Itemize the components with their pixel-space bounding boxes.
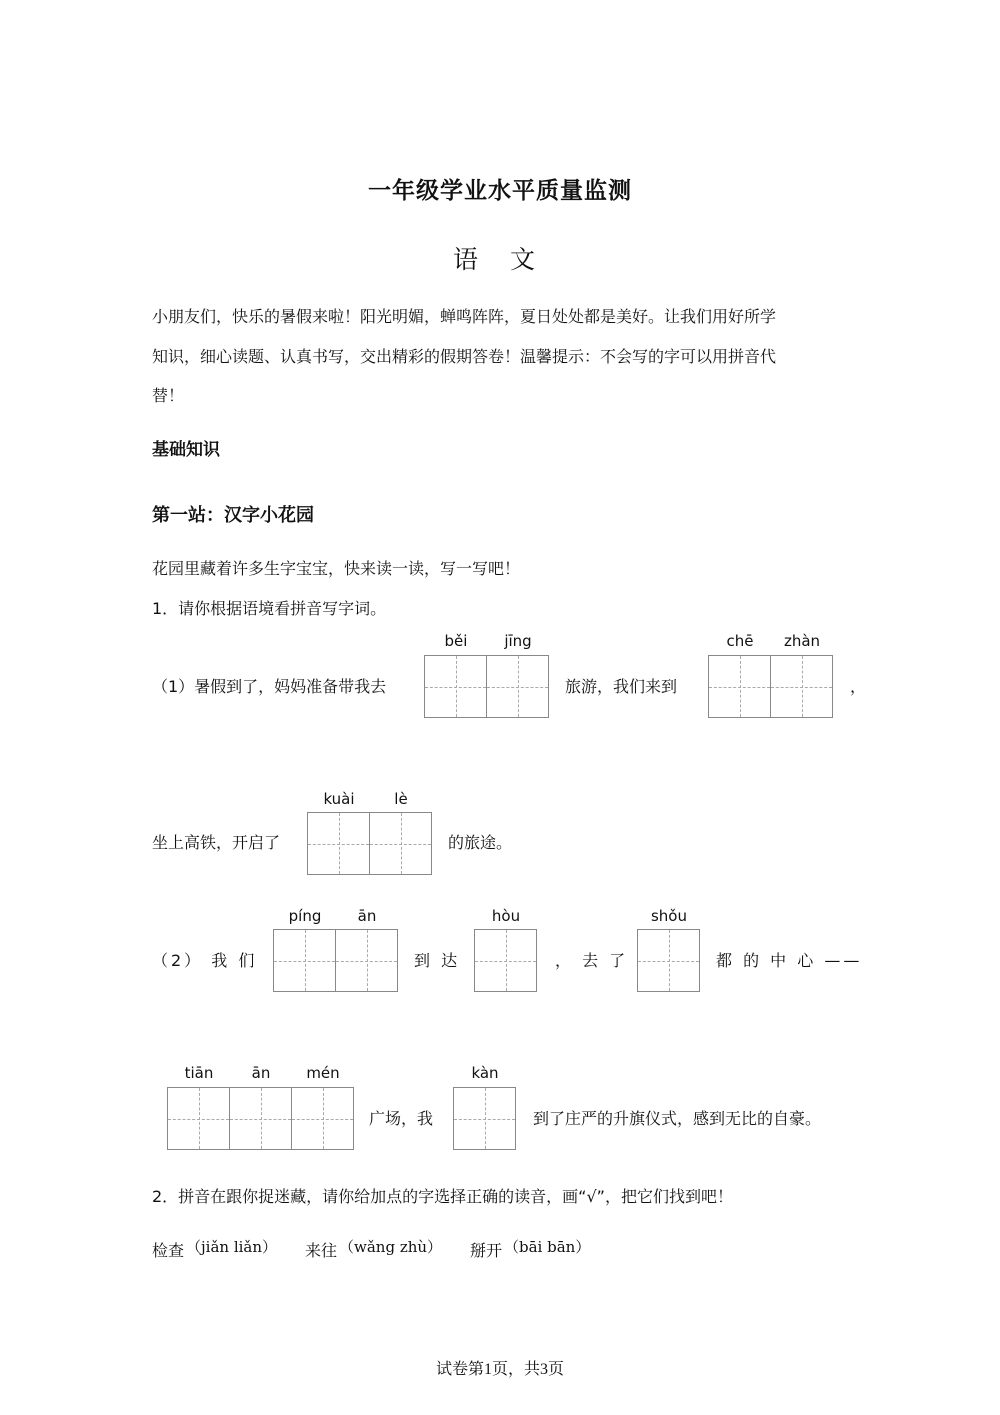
pinyin-an-2: ān	[251, 1064, 271, 1082]
pinyin-kan: kàn	[471, 1064, 499, 1082]
answer-grid-chezhan[interactable]	[708, 655, 833, 718]
q1-part1-mid: 旅游，我们来到	[565, 677, 678, 696]
q1-part1-end: ，	[850, 677, 867, 696]
writing-cell[interactable]	[487, 655, 549, 718]
q2-item-3-word: 掰开	[470, 1241, 503, 1260]
q1-part2-lead: （2） 我 们	[152, 951, 258, 970]
pinyin-hou: hòu	[491, 907, 521, 925]
q1-part2-mid1: 到 达	[414, 951, 461, 970]
writing-cell[interactable]	[230, 1087, 292, 1150]
writing-cell[interactable]	[638, 929, 700, 992]
pinyin-bei: běi	[444, 632, 468, 650]
q2-item-1-word: 检查	[152, 1241, 185, 1260]
writing-cell[interactable]	[709, 655, 771, 718]
answer-grid-shou[interactable]	[637, 929, 700, 992]
pinyin-an: ān	[357, 907, 377, 925]
q1-part2-end: 都 的 中 心 ——	[716, 951, 863, 970]
intro-line-3: 替！	[152, 386, 185, 405]
answer-grid-hou[interactable]	[474, 929, 537, 992]
writing-cell[interactable]	[168, 1087, 230, 1150]
writing-cell[interactable]	[771, 655, 833, 718]
q1-part2-line2-mid: 广场，我	[369, 1109, 434, 1128]
pinyin-tian: tiān	[184, 1064, 214, 1082]
writing-cell[interactable]	[425, 655, 487, 718]
intro-line-2: 知识，细心读题、认真书写，交出精彩的假期答卷！温馨提示：不会写的字可以用拼音代	[152, 347, 777, 366]
pinyin-le: lè	[394, 790, 408, 808]
answer-grid-tiananmen[interactable]	[167, 1087, 354, 1150]
pinyin-che: chē	[726, 632, 754, 650]
answer-grid-kan[interactable]	[453, 1087, 516, 1150]
question-2-prompt: 2．拼音在跟你捉迷藏，请你给加点的字选择正确的读音，画“√”，把它们找到吧！	[152, 1187, 733, 1206]
question-1-prompt: 1．请你根据语境看拼音写字词。	[152, 599, 387, 618]
pinyin-men: mén	[306, 1064, 340, 1082]
q1-part1-line2-lead: 坐上高铁，开启了	[152, 833, 281, 852]
pinyin-shou: shǒu	[650, 907, 687, 925]
pinyin-jing: jīng	[504, 632, 532, 650]
pinyin-zhan: zhàn	[783, 632, 821, 650]
pinyin-ping: píng	[288, 907, 322, 925]
page-title: 一年级学业水平质量监测	[368, 178, 632, 204]
intro-line-1: 小朋友们，快乐的暑假来啦！阳光明媚，蝉鸣阵阵，夏日处处都是美好。让我们用好所学	[152, 307, 777, 326]
subject-title: 语 文	[453, 245, 547, 274]
q2-item-1-options[interactable]: （jiǎn liǎn）	[186, 1238, 278, 1256]
writing-cell[interactable]	[370, 812, 432, 875]
writing-cell[interactable]	[475, 929, 537, 992]
writing-cell[interactable]	[336, 929, 398, 992]
writing-cell[interactable]	[292, 1087, 354, 1150]
writing-cell[interactable]	[454, 1087, 516, 1150]
q1-part1-lead: （1）暑假到了，妈妈准备带我去	[152, 677, 387, 696]
page-footer: 试卷第1页，共3页	[435, 1361, 564, 1378]
answer-grid-beijing[interactable]	[424, 655, 549, 718]
q1-part2-mid2: ， 去 了	[555, 951, 629, 970]
pinyin-kuai: kuài	[323, 790, 355, 808]
q2-item-2-options[interactable]: （wǎng zhù）	[339, 1238, 443, 1256]
answer-grid-pingan[interactable]	[273, 929, 398, 992]
q2-item-3-options[interactable]: （bāi bān）	[504, 1238, 591, 1256]
q2-item-2-word: 来往	[305, 1241, 338, 1260]
section-heading: 基础知识	[152, 440, 220, 460]
answer-grid-kuaile[interactable]	[307, 812, 432, 875]
station-intro: 花园里藏着许多生字宝宝，快来读一读，写一写吧！	[152, 559, 521, 578]
station-heading: 第一站：汉字小花园	[152, 505, 314, 526]
q1-part2-line2-end: 到了庄严的升旗仪式，感到无比的自豪。	[533, 1109, 822, 1128]
writing-cell[interactable]	[308, 812, 370, 875]
writing-cell[interactable]	[274, 929, 336, 992]
q1-part1-line2-end: 的旅途。	[448, 833, 513, 852]
